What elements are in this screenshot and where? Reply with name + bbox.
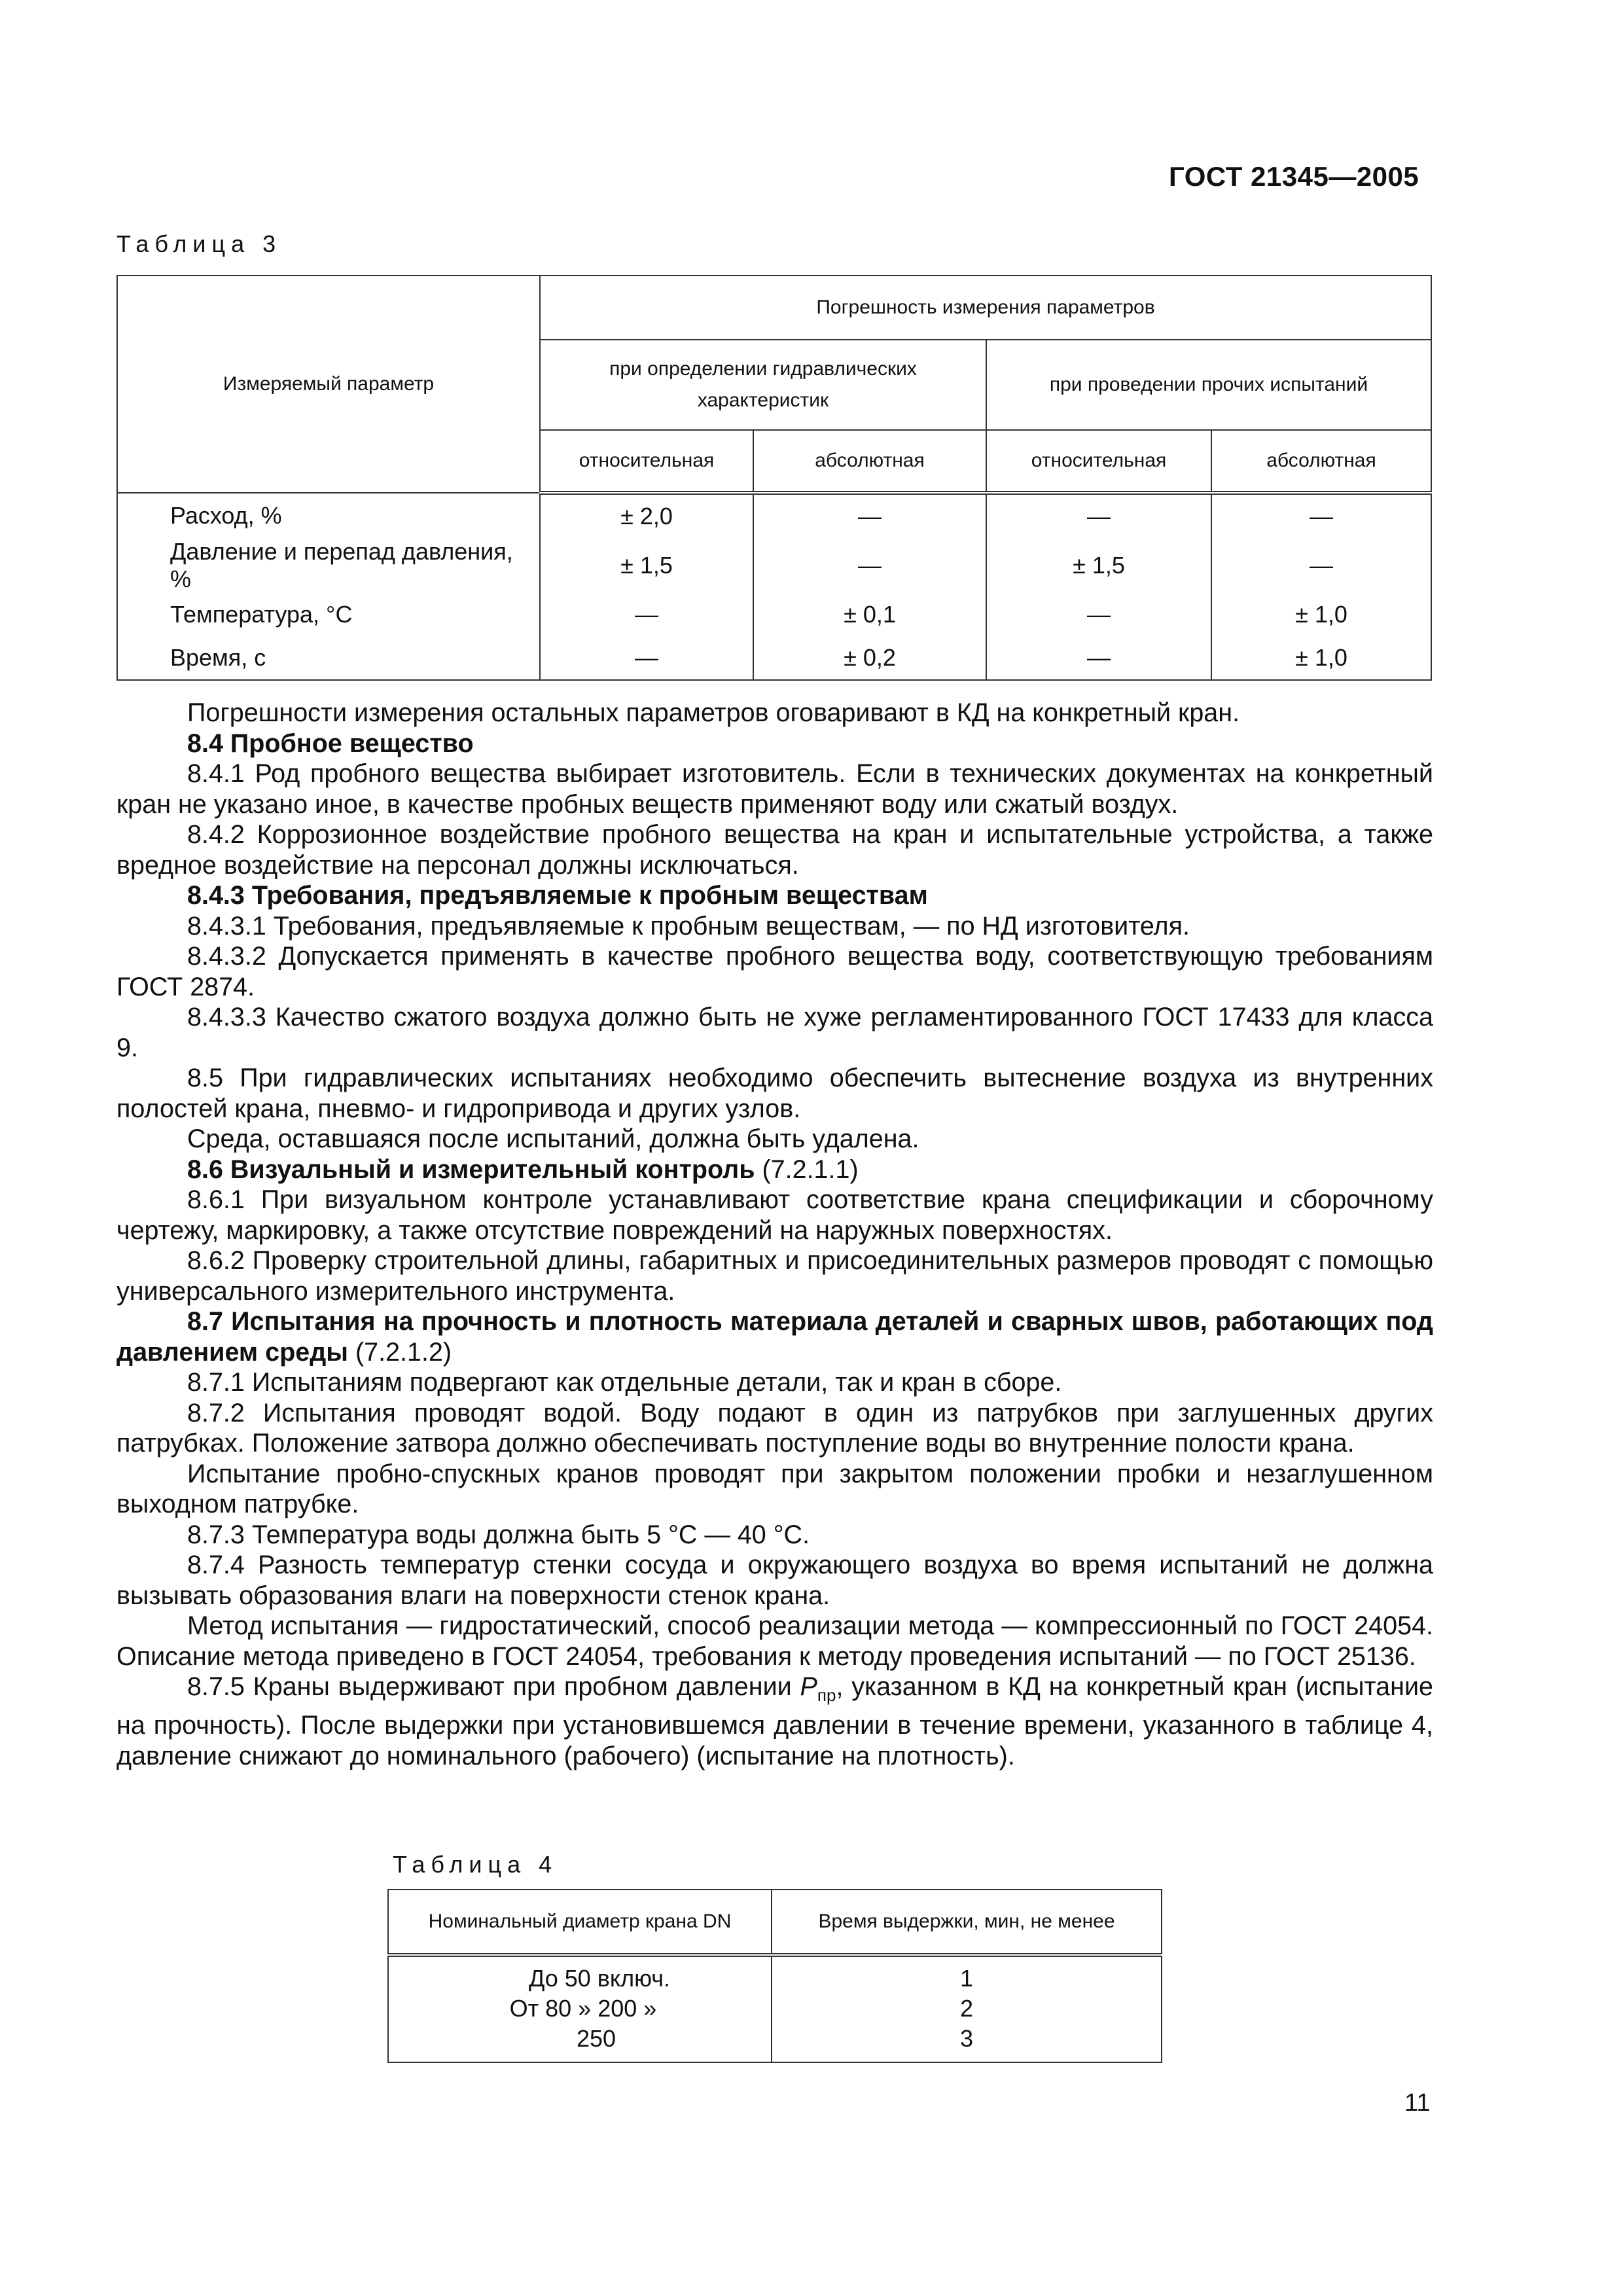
paragraph: 8.4.3.2 Допускается применять в качестве пробного вещества воду, соответствующую требованиям ГОСТ 2874. <box>116 942 1433 1001</box>
table-3-header-relative-1: относительная <box>540 430 753 493</box>
paragraph: 8.6.1 При визуальном контроле устанавливают соответствие крана спецификации и сборочному чертежу, маркировку, а также отсутствие повреждений на наружных поверхностях. <box>116 1185 1433 1245</box>
table-3-header-relative-2: относительная <box>986 430 1211 493</box>
table-3-header-absolute-2: абсолютная <box>1211 430 1431 493</box>
table-cell: — <box>753 538 986 593</box>
paragraph: 8.6.2 Проверку строительной длины, габаритных и присоединительных размеров проводят с помощью универсального измерительного инструмента. <box>116 1246 1433 1306</box>
document-code: ГОСТ 21345—2005 <box>1169 161 1419 192</box>
paragraph: 8.7.5 Краны выдерживают при пробном давлении $P_{пр}$, указанном в КД на конкретный кран (испытание на прочность). После выдержки при установившемся давлении в течение времени, указанного в таблице 4, давление снижают до номинального (рабочего) (испытание на плотность). <box>116 1672 1433 1770</box>
table-4 <box>387 1889 1162 2063</box>
paragraph: 8.4.1 Род пробного вещества выбирает изготовитель. Если в технических документах на конкретный кран не указано иное, в качестве пробных веществ применяют воду или сжатый воздух. <box>116 759 1433 819</box>
table-cell-param: Давление и перепад давления, % <box>117 538 540 593</box>
paragraph: 8.4.3.1 Требования, предъявляемые к пробным веществам, — по НД изготовителя. <box>187 911 1190 941</box>
paragraph: 8.4.3.3 Качество сжатого воздуха должно быть не хуже регламентированного ГОСТ 17433 для класса 9. <box>116 1003 1433 1062</box>
table-3-header-absolute-1: абсолютная <box>753 430 986 493</box>
table-cell: ± 1,5 <box>540 538 753 593</box>
paragraph: 8.7.2 Испытания проводят водой. Воду подают в один из патрубков при заглушенных других патрубках. Положение затвора должно обеспечивать поступление воды во внутренние полости крана. <box>116 1398 1433 1458</box>
body-text <box>116 698 1433 1771</box>
table-cell: ± 0,2 <box>753 636 986 680</box>
table-4-header-time: Время выдержки, мин, не менее <box>772 1890 1162 1955</box>
table-3-header-other: при проведении прочих испытаний <box>986 340 1431 430</box>
table-cell-time: 1 2 3 <box>772 1955 1162 2062</box>
paragraph: 8.7.3 Температура воды должна быть 5 °С — 40 °С. <box>187 1520 810 1549</box>
table-3-header-hydraulic: при определении гидравлических характеристик <box>540 340 986 430</box>
paragraph: 8.7.1 Испытаниям подвергают как отдельные детали, так и кран в сборе. <box>187 1368 1062 1397</box>
table-row <box>388 1955 1162 2062</box>
paragraph: Метод испытания — гидростатический, способ реализации метода — компрессионный по ГОСТ 24054. Описание метода приведено в ГОСТ 24054, требования к методу проведения испытаний — по ГОСТ 25136. <box>116 1611 1433 1671</box>
table-cell: — <box>1211 493 1431 538</box>
table-cell: ± 2,0 <box>540 493 753 538</box>
table-cell: ± 1,5 <box>986 538 1211 593</box>
paragraph: Испытание пробно-спускных кранов проводят при закрытом положении пробки и незаглушенном выходном патрубке. <box>116 1459 1433 1518</box>
table-row <box>117 493 1431 538</box>
table-row <box>117 636 1431 680</box>
table-cell-param: Время, с <box>117 636 540 680</box>
table-3-caption: Таблица 3 <box>116 230 282 257</box>
paragraph: Погрешности измерения остальных параметров оговаривают в КД на конкретный кран. <box>187 698 1240 727</box>
table-cell: — <box>540 593 753 636</box>
section-heading: 8.7 Испытания на прочность и плотность материала деталей и сварных швов, работающих под давлением среды (7.2.1.2) <box>116 1307 1433 1367</box>
paragraph: Среда, оставшаяся после испытаний, должна быть удалена. <box>187 1124 919 1153</box>
table-cell: — <box>753 493 986 538</box>
page-number: 11 <box>1404 2089 1431 2117</box>
paragraph: 8.7.4 Разность температур стенки сосуда и окружающего воздуха во время испытаний не должна вызывать образования влаги на поверхности стенок крана. <box>116 1551 1433 1610</box>
table-3 <box>116 275 1432 681</box>
section-heading: 8.6 Визуальный и измерительный контроль (7.2.1.1) <box>187 1155 859 1184</box>
table-cell: — <box>986 493 1211 538</box>
table-4-caption: Таблица 4 <box>393 1851 558 1878</box>
table-cell: ± 1,0 <box>1211 636 1431 680</box>
table-cell: ± 0,1 <box>753 593 986 636</box>
paragraph: 8.4.2 Коррозионное воздействие пробного вещества на кран и испытательные устройства, а также вредное воздействие на персонал должны исключаться. <box>116 820 1433 880</box>
table-4-header-dn: Номинальный диаметр крана DN <box>388 1890 772 1955</box>
table-row <box>117 593 1431 636</box>
section-heading: 8.4 Пробное вещество <box>187 728 474 758</box>
table-cell: — <box>986 636 1211 680</box>
table-cell: — <box>1211 538 1431 593</box>
table-cell-param: Расход, % <box>117 493 540 538</box>
paragraph: 8.5 При гидравлических испытаниях необходимо обеспечить вытеснение воздуха из внутренних полостей крана, пневмо- и гидропривода и других узлов. <box>116 1064 1433 1123</box>
table-row <box>117 538 1431 593</box>
table-3-header-param: Измеряемый параметр <box>117 276 540 493</box>
table-cell: ± 1,0 <box>1211 593 1431 636</box>
section-heading: 8.4.3 Требования, предъявляемые к пробным веществам <box>187 881 928 910</box>
table-cell-param: Температура, °С <box>117 593 540 636</box>
table-cell-dn: До 50 включ. От 80 » 200 » 250 <box>388 1955 772 2062</box>
table-3-header-group: Погрешность измерения параметров <box>540 276 1431 340</box>
table-cell: — <box>986 593 1211 636</box>
table-cell: — <box>540 636 753 680</box>
